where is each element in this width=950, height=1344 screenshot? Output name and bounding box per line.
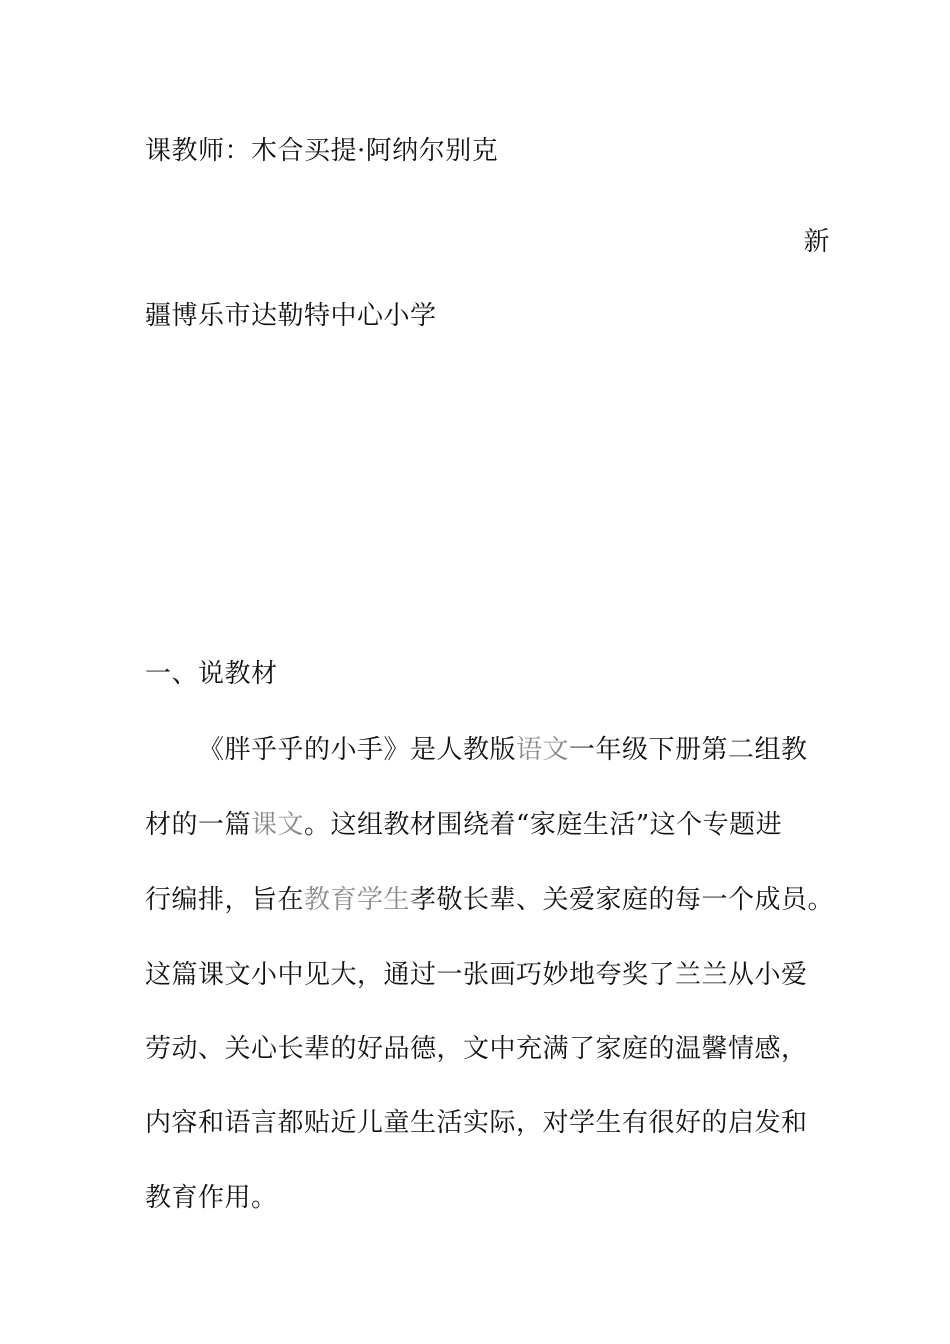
text: 。这组教材围绕着“家庭生活”这个专题进 bbox=[304, 810, 783, 840]
link-yuwen[interactable]: 语文 bbox=[516, 735, 570, 765]
school-line-part2: 疆博乐市达勒特中心小学 bbox=[145, 301, 437, 331]
paragraph-line-7: 教育作用。 bbox=[145, 1183, 278, 1213]
teacher-line: 课教师：木合买提·阿纳尔别克 bbox=[145, 136, 499, 166]
paragraph-line-5: 劳动、关心长辈的好品德，文中充满了家庭的温馨情感， bbox=[145, 1034, 808, 1064]
paragraph-line-6: 内容和语言都贴近儿童生活实际，对学生有很好的启发和 bbox=[145, 1108, 808, 1138]
text: 孝敬长辈、关爱家庭的每一个成员。 bbox=[410, 885, 835, 915]
link-jiaoyu-xuesheng[interactable]: 教育学生 bbox=[304, 885, 411, 915]
text: 行编排，旨在 bbox=[145, 885, 305, 915]
section-heading: 一、说教材 bbox=[145, 659, 278, 689]
school-line-part1: 新 bbox=[803, 227, 830, 257]
text: 《胖乎乎的小手》是人教版 bbox=[198, 735, 517, 765]
paragraph-line-1 bbox=[198, 735, 808, 765]
paragraph-line-4: 这篇课文小中见大，通过一张画巧妙地夸奖了兰兰从小爱 bbox=[145, 960, 808, 990]
paragraph-line-3 bbox=[145, 885, 834, 915]
paragraph-line-2 bbox=[145, 810, 782, 840]
link-kewen[interactable]: 课文 bbox=[251, 810, 305, 840]
text: 一年级下册第二组教 bbox=[569, 735, 808, 765]
text: 材的一篇 bbox=[145, 810, 252, 840]
